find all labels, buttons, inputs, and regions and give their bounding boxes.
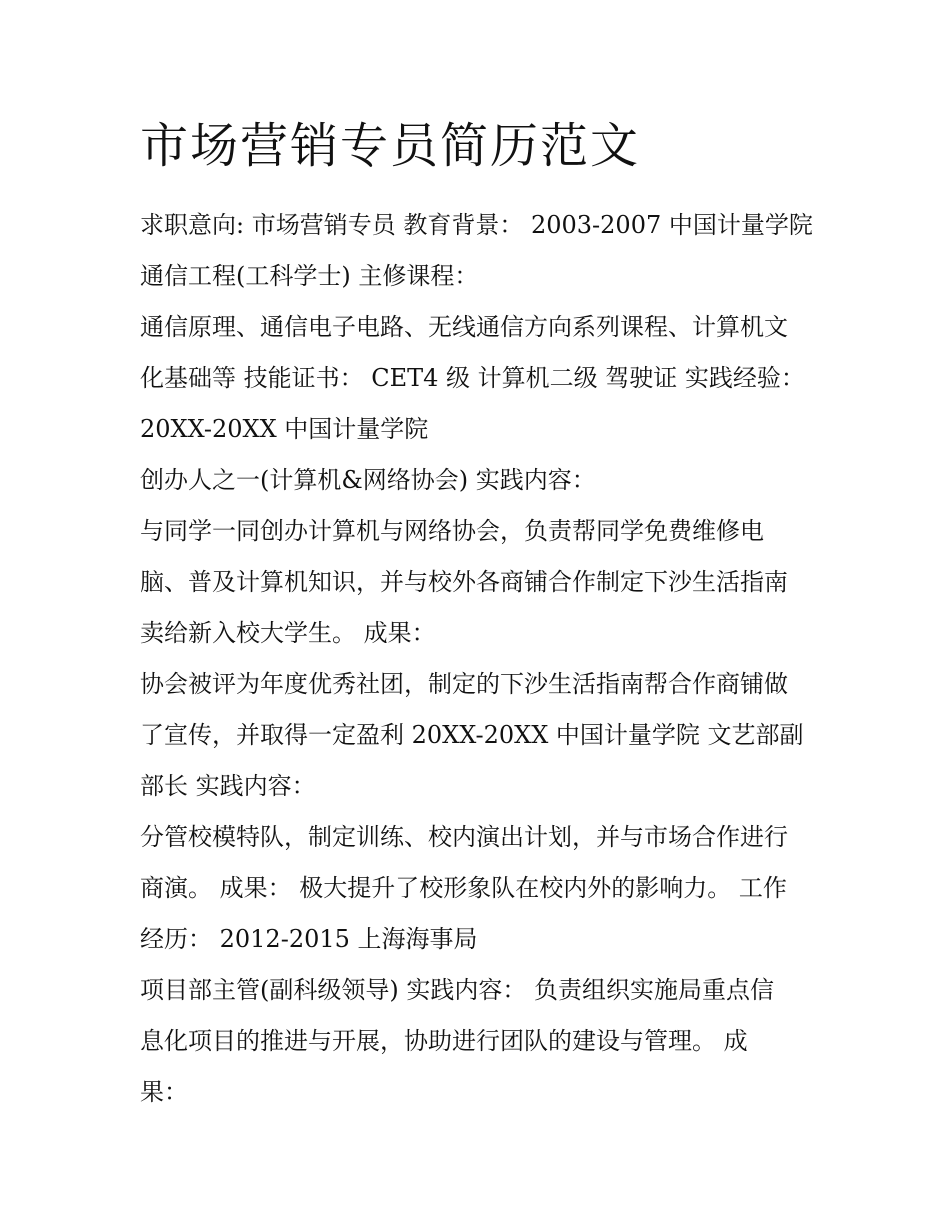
body-line: 通信原理、通信电子电路、无线通信方向系列课程、计算机文 <box>140 313 788 341</box>
body-line: 创办人之一(计算机&网络协会) 实践内容： <box>140 466 596 494</box>
body-line: 与同学一同创办计算机与网络协会，负责帮同学免费维修电 <box>140 517 764 545</box>
body-line: 求职意向: 市场营销专员 教育背景： 2003-2007 中国计量学院 <box>140 211 813 239</box>
body-line: 脑、普及计算机知识，并与校外各商铺合作制定下沙生活指南 <box>140 568 788 596</box>
body-line: 化基础等 技能证书： CET4 级 计算机二级 驾驶证 实践经验： <box>140 364 805 392</box>
body-line: 了宣传，并取得一定盈利 20XX-20XX 中国计量学院 文艺部副 <box>140 721 804 749</box>
body-line: 项目部主管(副科级领导) 实践内容： 负责组织实施局重点信 <box>140 976 774 1004</box>
body-line: 经历： 2012-2015 上海海事局 <box>140 925 478 953</box>
document-body <box>140 200 840 1118</box>
body-line: 协会被评为年度优秀社团，制定的下沙生活指南帮合作商铺做 <box>140 670 788 698</box>
body-line: 商演。 成果： 极大提升了校形象队在校内外的影响力。 工作 <box>140 874 787 902</box>
body-line: 息化项目的推进与开展，协助进行团队的建设与管理。 成 <box>140 1027 748 1055</box>
document-title: 市场营销专员简历范文 <box>140 118 641 174</box>
body-line: 通信工程(工科学士) 主修课程： <box>140 262 479 290</box>
body-line: 果： <box>140 1078 188 1106</box>
body-line: 20XX-20XX 中国计量学院 <box>140 415 429 443</box>
body-line: 卖给新入校大学生。 成果： <box>140 619 436 647</box>
body-line: 分管校模特队，制定训练、校内演出计划，并与市场合作进行 <box>140 823 788 851</box>
body-line: 部长 实践内容： <box>140 772 316 800</box>
